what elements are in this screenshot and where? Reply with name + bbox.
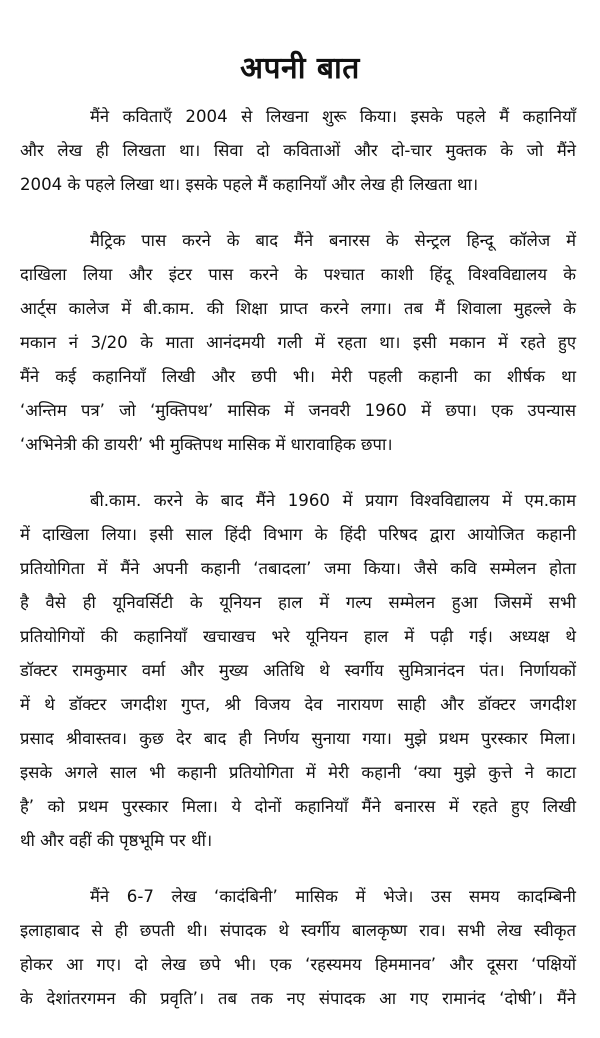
text-line: दाखिला लिया और इंटर पास करने के पश्चात काशी हिंदू विश्वविद्यालय के [20,265,577,284]
paragraph-4 [20,880,576,1016]
text-line: के देशांतरगमन की प्रवृति’। तब तक नए संपादक आ गए रामानंद ‘दोषी’। मैंने [20,989,576,1008]
text-line: में थे डॉक्टर जगदीश गुप्त, श्री विजय देव नारायण साही और डॉक्टर जगदीश [20,695,576,714]
text-line: प्रतियोगियों की कहानियाँ खचाखच भरे यूनियन हाल में पढ़ी गई। अध्यक्ष थे [20,627,576,646]
text-line: डॉक्टर रामकुमार वर्मा और मुख्य अतिथि थे स्वर्गीय सुमित्रानंदन पंत। निर्णायकों [20,661,576,680]
text-line: है’ को प्रथम पुरस्कार मिला। ये दोनों कहानियाँ मैंने बनारस में रहते हुए लिखी [20,797,576,816]
text-line: 2004 के पहले लिखा था। इसके पहले मैं कहानियाँ और लेख ही लिखता था। [20,175,479,194]
text-line: बी.काम. करने के बाद मैंने 1960 में प्रयाग विश्वविद्यालय में एम.काम [90,491,576,510]
text-line: मैंने कविताएँ 2004 से लिखना शुरू किया। इसके पहले मैं कहानियाँ [90,107,576,126]
text-line: है वैसे ही यूनिवर्सिटी के यूनियन हाल में गल्प सम्मेलन हुआ जिसमें सभी [20,593,576,612]
text-line: थी और वहीं की पृष्ठभूमि पर थीं। [20,831,213,850]
text-line: आर्ट्स कालेज में बी.काम. की शिक्षा प्राप्त करने लगा। तब मैं शिवाला मुहल्ले के [20,299,576,318]
paragraph-1 [20,100,576,202]
text-line: इसके अगले साल भी कहानी प्रतियोगिता में मेरी कहानी ‘क्या मुझे कुत्ते ने काटा [20,763,576,782]
paragraph-2 [20,224,576,462]
text-line: मकान नं 3/20 के माता आनंदमयी गली में रहता था। इसी मकान में रहते हुए [20,333,576,352]
text-line: ‘अन्तिम पत्र’ जो ‘मुक्तिपथ’ मासिक में जनवरी 1960 में छपा। एक उपन्यास [20,401,576,420]
text-line: में दाखिला लिया। इसी साल हिंदी विभाग के हिंदी परिषद द्वारा आयोजित कहानी [20,525,576,544]
text-line: होकर आ गए। दो लेख छपे भी। एक ‘रहस्यमय हिममानव’ और दूसरा ‘पक्षियों [20,955,576,974]
page-title: अपनी बात [240,51,360,86]
text-line: प्रसाद श्रीवास्तव। कुछ देर बाद ही निर्णय सुनाया गया। मुझे प्रथम पुरस्कार मिला। [20,729,576,748]
text-line: इलाहाबाद से ही छपती थी। संपादक थे स्वर्गीय बालकृष्ण राव। सभी लेख स्वीकृत [20,921,576,940]
text-line: मैंने 6-7 लेख ‘कादंबिनी’ मासिक में भेजे। उस समय कादम्बिनी [90,887,576,906]
text-line: प्रतियोगिता में मैंने अपनी कहानी ‘तबादला’ जमा किया। जैसे कवि सम्मेलन होता [20,559,576,578]
body-text [20,100,576,1038]
text-line: ‘अभिनेत्री की डायरी’ भी मुक्तिपथ मासिक में धारावाहिक छपा। [20,435,393,454]
paragraph-3 [20,484,576,858]
text-line: मैंने कई कहानियाँ लिखी और छपी भी। मेरी पहली कहानी का शीर्षक था [20,367,576,386]
text-line: मैट्रिक पास करने के बाद मैंने बनारस के सेन्ट्रल हिन्दू कॉलेज में [90,231,576,250]
text-line: और लेख ही लिखता था। सिवा दो कविताओं और दो-चार मुक्तक के जो मैंने [20,141,576,160]
